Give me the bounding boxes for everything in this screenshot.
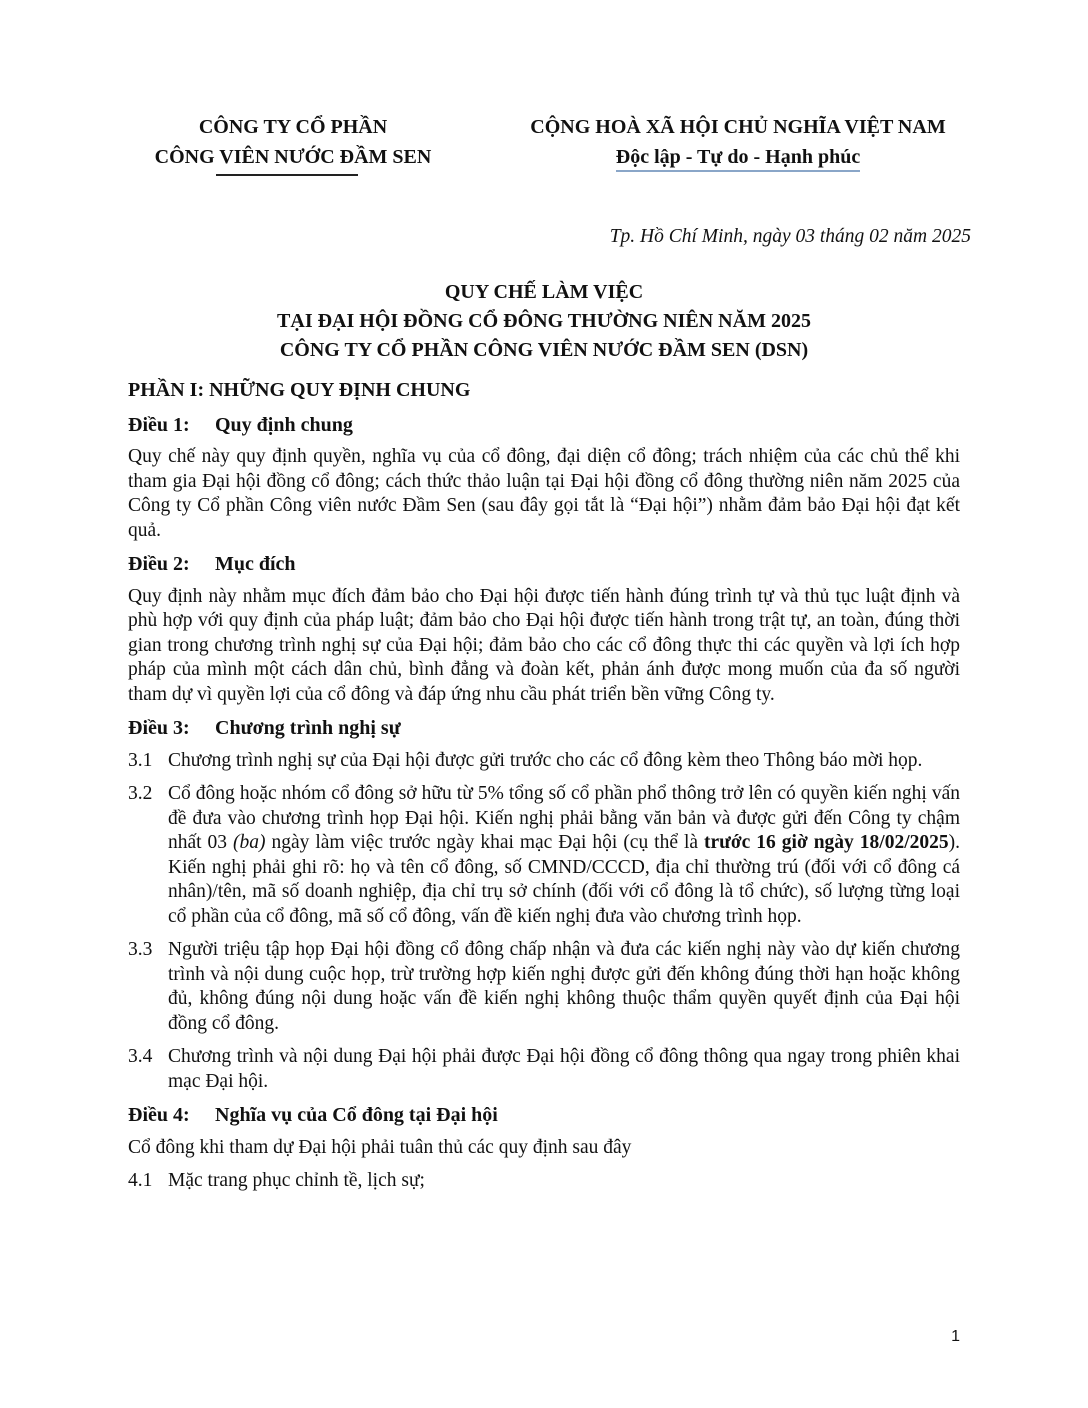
article-title: Mục đích [215,553,296,575]
article-1-body: Quy chế này quy định quyền, nghĩa vụ của cổ đông, đại diện cổ đông; trách nhiệm của các chủ thể khi tham gia Đại hội đồng cổ đông; cách thức thảo luận tại Đại hội đồng cổ đông thường niên năm 2025 của Công ty Cổ phần Công viên nước Đầm Sen (sau đây gọi tắt là “Đại hội”) nhằm đảm bảo Đại hội đạt kết quả. [128,446,960,541]
company-underline-divider [216,174,358,176]
article-2-body: Quy định này nhằm mục đích đảm bảo cho Đại hội được tiến hành đúng trình tự và thủ tục luật định và phù hợp với quy định của pháp luật; đảm bảo cho Đại hội được tiến hành trong trật tự, an toàn, đúng thời gian trong chương trình nghị sự của Đại hội; đảm bảo cho các cổ đông thực thi các quyền và lợi ích hợp pháp của mình một cách dân chủ, bình đẳng và đoàn kết, phản ánh được mong muốn của đa số người tham dự vì quyền lợi của cổ đông và đáp ứng nhu cầu phát triển bền vững Công ty. [128,585,960,705]
clause-text-italic: (ba) [233,832,266,853]
clause-3-4 [128,1045,960,1094]
article-number: Điều 3: [128,717,190,739]
article-number: Điều 1: [128,413,190,436]
article-number: Điều 4: [128,1104,190,1126]
clause-text [168,782,960,929]
clause-3-3 [128,938,960,1036]
clause-text: Mặc trang phục chỉnh tề, lịch sự; [168,1170,425,1191]
national-header [508,112,968,172]
page-number: 1 [951,1328,960,1345]
clause-number: 3.1 [128,749,153,771]
article-title: Quy định chung [215,413,353,436]
clause-text-part: Cổ đông hoặc nhóm cổ đông sở hữu từ 5% tổng số cổ phần phổ thông trở lên có quyền kiến nghị vấn đề đưa vào chương trình họp Đại hội. Kiến nghị phải bằng văn bản và được gửi đến Công ty chậm nhất 03 [168,783,960,853]
clause-number: 3.3 [128,939,153,960]
document-body [128,378,960,1203]
title-line-3: CÔNG TY CỔ PHẦN CÔNG VIÊN NƯỚC ĐẦM SEN (DSN) [279,339,809,361]
article-title: Chương trình nghị sự [215,717,401,739]
clause-number: 4.1 [128,1170,153,1191]
clause-text: Chương trình nghị sự của Đại hội được gửi trước cho các cổ đông kèm theo Thông báo mời họp. [168,749,923,771]
article-title: Nghĩa vụ của Cổ đông tại Đại hội [215,1104,498,1126]
company-line-2: CÔNG VIÊN NƯỚC ĐẦM SEN [154,146,432,168]
article-number: Điều 2: [128,553,190,575]
company-header [128,112,458,176]
clause-text-part: ). Kiến nghị phải ghi rõ: họ và tên cổ đông, số CMND/CCCD, địa chỉ thường trú (đối với cổ đông cá nhân)/tên, mã số doanh nghiệp, địa chỉ trụ sở chính (đối với cổ đông là tổ chức), số lượng từng loại cổ phần của cổ đông, mã số cổ đông, vấn đề kiến nghị đưa vào chương trình họp. [168,832,960,927]
article-1-heading [128,413,960,438]
article-3-heading [128,716,960,741]
article-4-body: Cổ đông khi tham dự Đại hội phải tuân thủ các quy định sau đây [128,1136,632,1158]
title-line-2: TẠI ĐẠI HỘI ĐỒNG CỔ ĐÔNG THƯỜNG NIÊN NĂM 2025 [277,310,811,332]
clause-3-1 [128,749,960,774]
clause-text: Người triệu tập họp Đại hội đồng cổ đông chấp nhận và đưa các kiến nghị này vào dự kiến chương trình và nội dung cuộc họp, trừ trường hợp kiến nghị được gửi đến không đúng thời hạn hoặc không đủ, không đúng nội dung hoặc vấn đề kiến nghị không thuộc thẩm quyền quyết định của Đại hội đồng cổ đông. [168,939,960,1034]
company-line-1: CÔNG TY CỔ PHẦN [198,116,388,138]
clause-3-2 [128,782,960,929]
date-line: Tp. Hồ Chí Minh, ngày 03 tháng 02 năm 2025 [609,226,971,247]
article-2-heading [128,552,960,577]
part-heading: PHẦN I: NHỮNG QUY ĐỊNH CHUNG [128,379,471,401]
title-line-1: QUY CHẾ LÀM VIỆC [444,281,644,303]
national-title: CỘNG HOÀ XÃ HỘI CHỦ NGHĨA VIỆT NAM [530,116,946,138]
clause-4-1 [128,1169,960,1194]
deadline-bold: trước 16 giờ ngày 18/02/2025 [704,832,949,853]
clause-text: Chương trình và nội dung Đại hội phải được Đại hội đồng cổ đông thông qua ngay trong phiên khai mạc Đại hội. [168,1046,960,1092]
document-title [128,278,960,365]
article-4-heading [128,1103,960,1128]
clause-text-part: ngày làm việc trước ngày khai mạc Đại hội (cụ thể là [265,832,705,853]
clause-number: 3.4 [128,1046,153,1067]
national-motto: Độc lập - Tự do - Hạnh phúc [616,144,860,172]
clause-number: 3.2 [128,783,153,804]
